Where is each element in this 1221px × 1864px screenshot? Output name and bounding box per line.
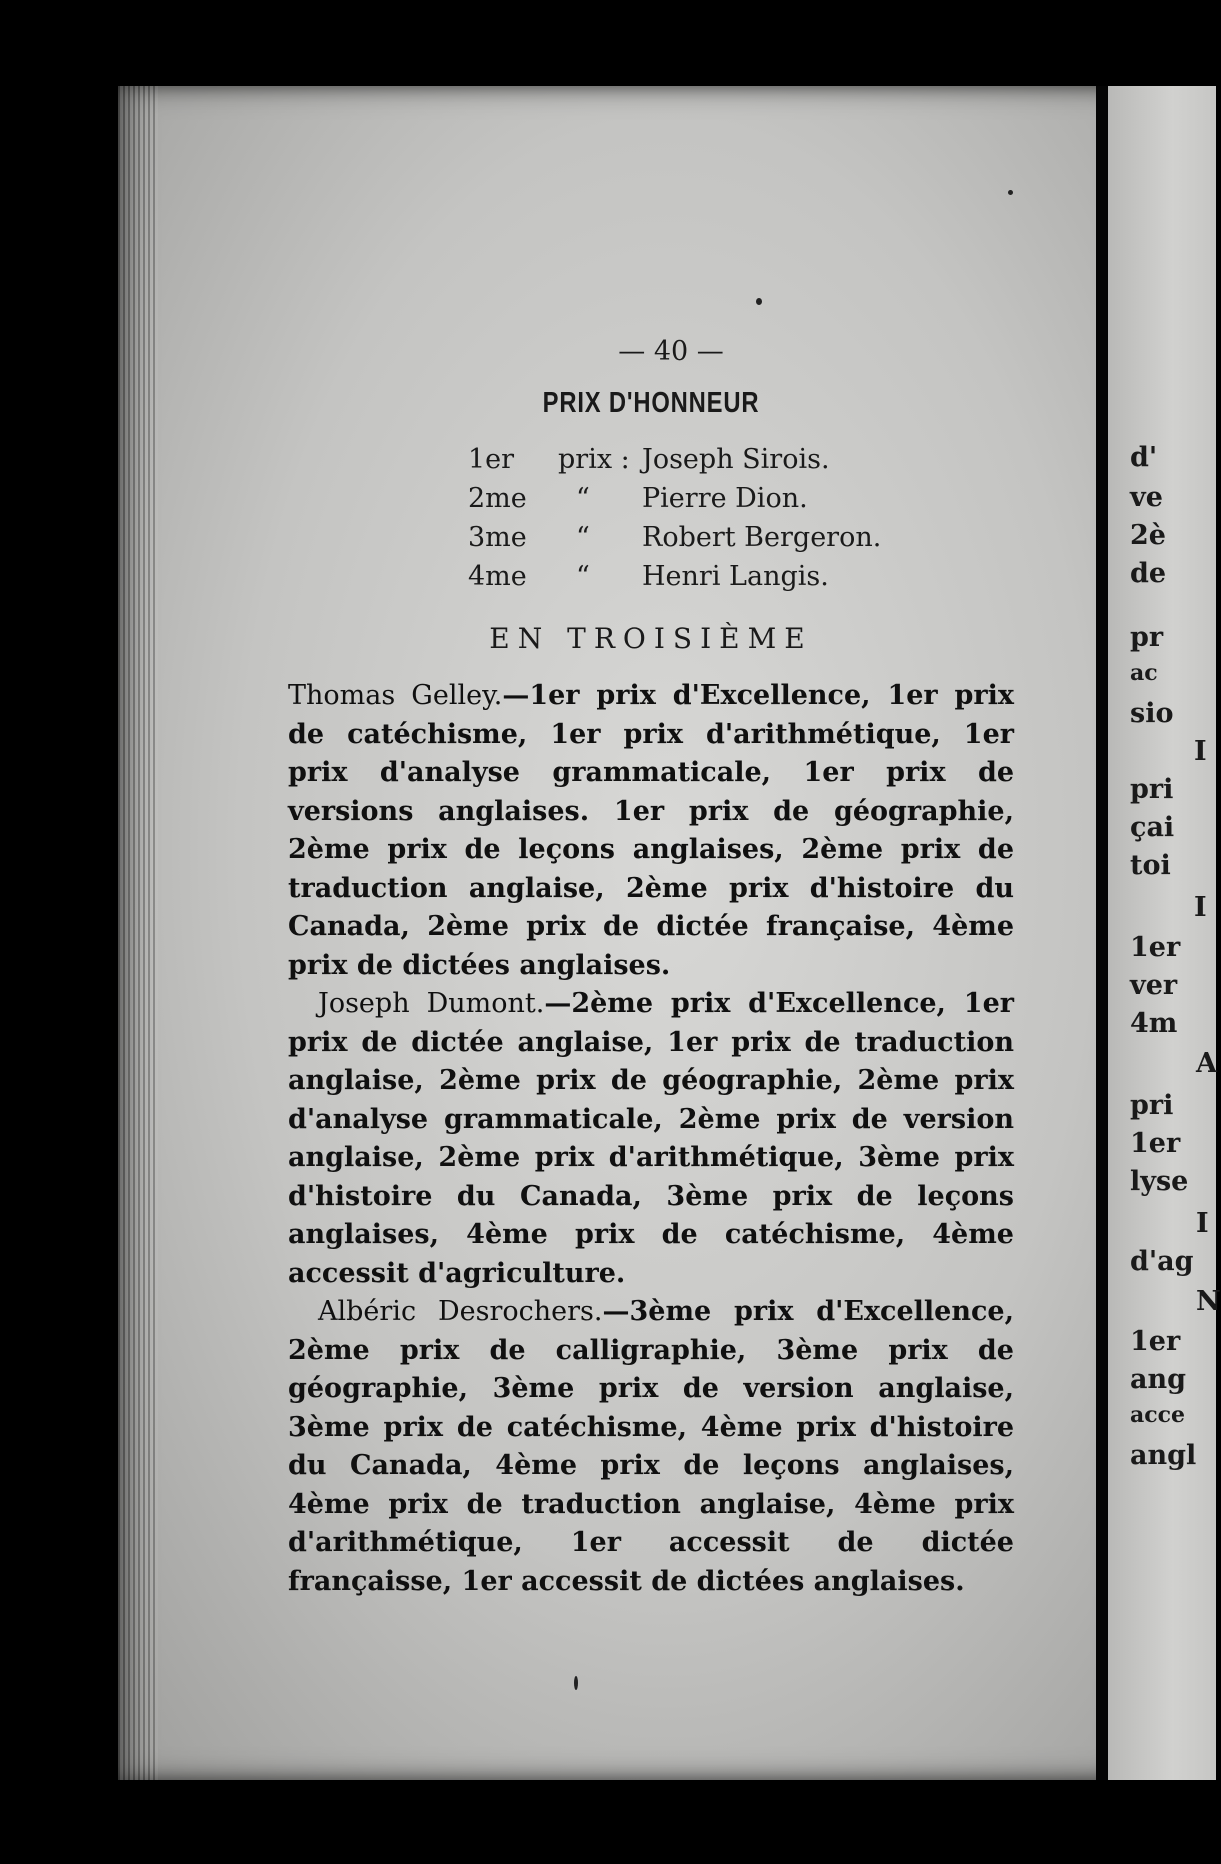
page-stack-edge	[118, 86, 158, 1780]
page-heading: PRIX D'HONNEUR	[542, 387, 760, 419]
adjacent-fragment: d'ag	[1130, 1246, 1194, 1277]
adjacent-fragment: de	[1130, 558, 1167, 589]
honor-rank: 3me	[468, 522, 527, 553]
adjacent-fragment: sio	[1130, 698, 1174, 729]
adjacent-fragment: lyse	[1130, 1166, 1189, 1197]
honor-row	[468, 557, 1014, 596]
honor-rank: 2me	[468, 483, 527, 514]
adjacent-fragment: 4m	[1130, 1008, 1178, 1039]
adjacent-fragment: angl	[1130, 1440, 1197, 1471]
adjacent-fragment: toi	[1130, 850, 1171, 881]
adjacent-fragment: 1er	[1130, 1326, 1181, 1357]
adjacent-fragment: I	[1196, 1208, 1209, 1239]
honor-name: Pierre Dion.	[642, 483, 808, 514]
honor-list	[468, 440, 1014, 596]
dust-speck	[574, 1676, 578, 1690]
honor-mark: prix :	[558, 444, 630, 475]
dust-speck	[1008, 190, 1013, 195]
prize-list: —1er prix d'Excellence, 1er prix de catéchisme, 1er prix d'arithmétique, 1er prix d'analyse grammaticale, 1er prix de versions anglaises. 1er prix de géographie, 2ème prix de leçons anglaises, 2ème prix de traduction anglaise, 2ème prix d'histoire du Canada, 2ème prix de dictée française, 4ème prix de dictées anglaises.	[288, 680, 1014, 981]
adjacent-fragment: ve	[1130, 482, 1163, 513]
adjacent-fragment: acce	[1130, 1402, 1186, 1428]
section-title: EN TROISIÈME	[489, 622, 813, 655]
honor-row	[468, 440, 1014, 479]
adjacent-fragment: çai	[1130, 812, 1175, 843]
page-gutter	[1096, 86, 1108, 1780]
adjacent-fragment: pri	[1130, 774, 1174, 805]
page-number: — 40 —	[618, 336, 724, 367]
honor-rank: 1er	[468, 444, 515, 475]
adjacent-fragment: I	[1194, 736, 1207, 767]
adjacent-fragment: 1er	[1130, 1128, 1181, 1159]
adjacent-fragment: 1er	[1130, 932, 1181, 963]
honor-rank: 4me	[468, 561, 527, 592]
adjacent-fragment: d'	[1130, 442, 1158, 473]
prize-entry	[288, 985, 1014, 1293]
student-name: Thomas Gelley.	[288, 680, 503, 711]
honor-name: Joseph Sirois.	[642, 444, 830, 475]
prize-entry	[288, 677, 1014, 985]
adjacent-fragment: I	[1194, 892, 1207, 923]
adjacent-page	[1108, 86, 1221, 1780]
prize-list: —3ème prix d'Excellence, 2ème prix de calligraphie, 3ème prix de géographie, 3ème prix de version anglaise, 3ème prix de catéchisme, 4ème prix d'histoire du Canada, 4ème prix de leçons anglaises, 4ème prix de traduction anglaise, 4ème prix d'arithmétique, 1er accessit de dictée françaisse, 1er accessit de dictées anglaises.	[288, 1296, 1014, 1597]
honor-name: Robert Bergeron.	[642, 522, 882, 553]
honor-row	[468, 479, 1014, 518]
adjacent-fragment: ver	[1130, 970, 1178, 1001]
prize-list: —2ème prix d'Excellence, 1er prix de dictée anglaise, 1er prix de traduction anglaise, 2ème prix de géographie, 2ème prix d'analyse grammaticale, 2ème prix de version anglaise, 2ème prix d'arithmétique, 3ème prix d'histoire du Canada, 3ème prix de leçons anglaises, 4ème prix de catéchisme, 4ème accessit d'agriculture.	[288, 988, 1014, 1289]
prize-entry	[288, 1293, 1014, 1601]
honor-mark: “	[576, 522, 590, 553]
adjacent-fragment: pri	[1130, 1090, 1174, 1121]
dust-speck	[756, 298, 762, 305]
adjacent-fragment: A	[1196, 1048, 1217, 1079]
adjacent-fragment: pr	[1130, 622, 1164, 653]
honor-mark: “	[576, 483, 590, 514]
page-text	[288, 336, 1014, 1601]
adjacent-fragment: ang	[1130, 1364, 1187, 1395]
student-name: Joseph Dumont.	[318, 988, 545, 1019]
honor-row	[468, 518, 1014, 557]
honor-mark: “	[576, 561, 590, 592]
honor-name: Henri Langis.	[642, 561, 829, 592]
student-name: Albéric Desrochers.	[318, 1296, 603, 1327]
adjacent-fragment: 2è	[1130, 520, 1166, 551]
adjacent-fragment: N	[1196, 1286, 1221, 1317]
adjacent-fragment: ac	[1130, 660, 1158, 686]
